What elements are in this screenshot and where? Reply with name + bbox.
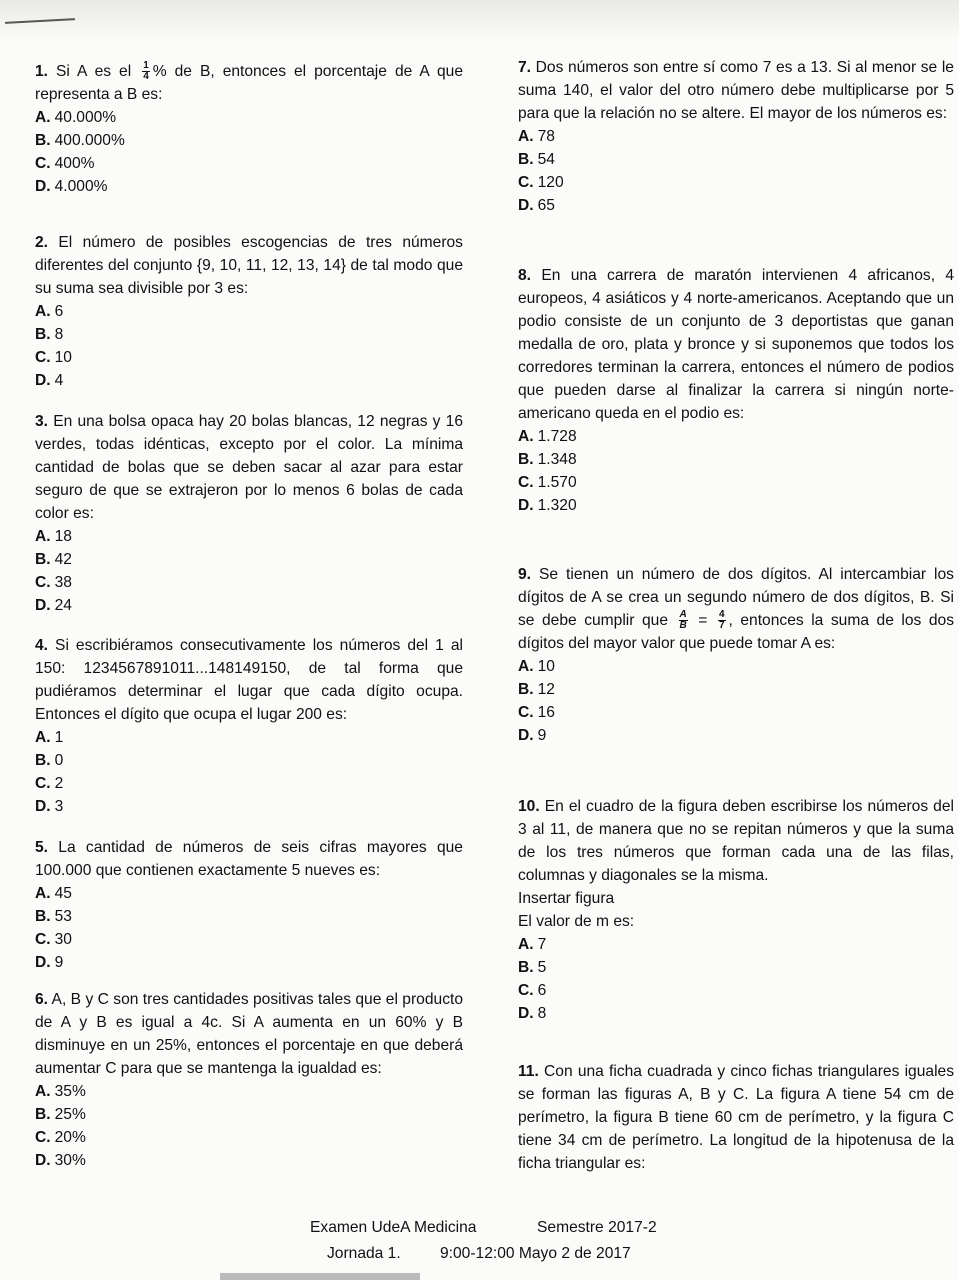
answer-option bbox=[35, 951, 463, 974]
option-text: 10 bbox=[537, 658, 555, 675]
fraction-denominator: 4 bbox=[143, 71, 149, 83]
option-letter: B. bbox=[518, 451, 534, 468]
question-6 bbox=[35, 988, 463, 1172]
option-letter: C. bbox=[518, 704, 534, 721]
stem-text: % de B, entonces el porcentaje de A que representa a B es: bbox=[35, 63, 463, 103]
answer-option bbox=[518, 933, 954, 956]
option-text: 1.570 bbox=[537, 474, 577, 491]
answer-option bbox=[35, 795, 463, 818]
answer-option bbox=[35, 928, 463, 951]
answer-option bbox=[35, 106, 463, 129]
question-10 bbox=[518, 795, 954, 1025]
option-letter: B. bbox=[35, 326, 51, 343]
answer-option bbox=[518, 724, 954, 747]
option-letter: A. bbox=[518, 128, 534, 145]
answer-option bbox=[35, 1149, 463, 1172]
option-letter: B. bbox=[35, 752, 51, 769]
answer-option bbox=[35, 749, 463, 772]
option-letter: A. bbox=[35, 528, 51, 545]
option-text: 78 bbox=[537, 128, 555, 145]
answer-option bbox=[35, 772, 463, 795]
question-11 bbox=[518, 1060, 954, 1175]
answer-option bbox=[518, 494, 954, 517]
footer-semester: Semestre 2017-2 bbox=[537, 1219, 657, 1236]
footer-exam: Examen UdeA Medicina bbox=[310, 1219, 477, 1236]
option-letter: D. bbox=[35, 597, 51, 614]
question-stem bbox=[35, 988, 463, 1080]
question-1 bbox=[35, 60, 463, 198]
answer-option bbox=[35, 346, 463, 369]
option-letter: C. bbox=[35, 155, 51, 172]
option-letter: D. bbox=[35, 372, 51, 389]
option-letter: C. bbox=[518, 174, 534, 191]
option-text: 35% bbox=[54, 1083, 86, 1100]
option-text: 16 bbox=[537, 704, 555, 721]
option-letter: A. bbox=[35, 729, 51, 746]
option-text: 53 bbox=[54, 908, 72, 925]
option-letter: B. bbox=[518, 681, 534, 698]
question-stem bbox=[35, 410, 463, 525]
fraction-denominator: B bbox=[679, 620, 687, 632]
fraction bbox=[142, 61, 150, 82]
option-letter: A. bbox=[518, 428, 534, 445]
question-number: 11. bbox=[518, 1063, 539, 1080]
option-text: 40.000% bbox=[54, 109, 117, 126]
question-number: 1. bbox=[35, 63, 49, 80]
option-text: 6 bbox=[537, 982, 547, 999]
stem-text: Si A es el bbox=[56, 63, 140, 80]
option-letter: D. bbox=[35, 1152, 51, 1169]
answer-option bbox=[518, 655, 954, 678]
question-number: 4. bbox=[35, 637, 49, 654]
answer-option bbox=[35, 548, 463, 571]
question-number: 2. bbox=[35, 234, 49, 251]
stem-text: Dos números son entre sí como 7 es a 13. Si al menor se le suma 140, el valor del otro número debe multiplicarse por 5 para que la relación no se altere. El mayor de los números es: bbox=[518, 59, 954, 122]
option-text: 4.000% bbox=[54, 178, 108, 195]
option-letter: D. bbox=[518, 727, 534, 744]
option-letter: A. bbox=[35, 109, 51, 126]
answer-option bbox=[35, 300, 463, 323]
fraction bbox=[679, 610, 688, 631]
option-text: 400% bbox=[54, 155, 95, 172]
stem-text: = bbox=[690, 612, 715, 629]
question-note: El valor de m es: bbox=[518, 913, 635, 930]
answer-option bbox=[35, 1103, 463, 1126]
option-text: 5 bbox=[537, 959, 547, 976]
option-text: 1.728 bbox=[537, 428, 577, 445]
option-letter: D. bbox=[35, 798, 51, 815]
option-text: 12 bbox=[537, 681, 555, 698]
option-letter: A. bbox=[35, 885, 51, 902]
question-stem bbox=[35, 60, 463, 106]
stem-text: Con una ficha cuadrada y cinco fichas triangulares iguales se forman las figuras A, B y C. La figura A tiene 54 cm de perímetro, la figura B tiene 60 cm de perímetro, y la figura C tiene 34 cm de perímetro. La longitud de la hipotenusa de la ficha triangular es: bbox=[518, 1063, 954, 1172]
question-number: 7. bbox=[518, 59, 532, 76]
option-text: 24 bbox=[54, 597, 72, 614]
answer-option bbox=[518, 979, 954, 1002]
option-letter: C. bbox=[35, 931, 51, 948]
answer-option bbox=[35, 175, 463, 198]
option-text: 4 bbox=[54, 372, 64, 389]
option-text: 45 bbox=[54, 885, 72, 902]
question-stem bbox=[518, 264, 954, 425]
question-number: 5. bbox=[35, 839, 49, 856]
answer-option bbox=[518, 1002, 954, 1025]
option-letter: C. bbox=[35, 349, 51, 366]
question-4 bbox=[35, 634, 463, 818]
answer-option bbox=[518, 148, 954, 171]
option-letter: D. bbox=[35, 178, 51, 195]
option-text: 42 bbox=[54, 551, 72, 568]
option-text: 6 bbox=[54, 303, 64, 320]
question-stem bbox=[35, 634, 463, 726]
answer-option bbox=[35, 726, 463, 749]
option-text: 400.000% bbox=[54, 132, 125, 149]
question-note: Insertar figura bbox=[518, 890, 615, 907]
question-stem bbox=[35, 836, 463, 882]
option-letter: D. bbox=[518, 1005, 534, 1022]
question-stem bbox=[35, 231, 463, 300]
option-text: 8 bbox=[54, 326, 64, 343]
option-letter: D. bbox=[518, 197, 534, 214]
stem-text: En el cuadro de la figura deben escribirse los números del 3 al 11, de manera que no se repitan números y que la suma de los tres números que forman cada una de las filas, columnas y diagonales se la misma. bbox=[518, 798, 954, 884]
option-text: 9 bbox=[54, 954, 64, 971]
answer-option bbox=[35, 525, 463, 548]
question-number: 8. bbox=[518, 267, 532, 284]
option-letter: B. bbox=[518, 151, 534, 168]
question-7 bbox=[518, 56, 954, 217]
stem-text: , entonces la suma de los dos dígitos del mayor valor que puede tomar A es: bbox=[518, 612, 954, 652]
stem-text: La cantidad de números de seis cifras mayores que 100.000 que contienen exactamente 5 nueves es: bbox=[35, 839, 463, 879]
question-number: 10. bbox=[518, 798, 540, 815]
answer-option bbox=[35, 129, 463, 152]
answer-option bbox=[35, 594, 463, 617]
option-letter: B. bbox=[35, 132, 51, 149]
option-text: 20% bbox=[54, 1129, 86, 1146]
question-number: 3. bbox=[35, 413, 49, 430]
option-letter: D. bbox=[518, 497, 534, 514]
option-letter: C. bbox=[35, 574, 51, 591]
option-letter: B. bbox=[35, 1106, 51, 1123]
stem-text: El número de posibles escogencias de tres números diferentes del conjunto {9, 10, 11, 12, 13, 14} de tal modo que su suma sea divisible por 3 es: bbox=[35, 234, 463, 297]
answer-option bbox=[35, 369, 463, 392]
question-9 bbox=[518, 563, 954, 747]
option-text: 7 bbox=[537, 936, 547, 953]
option-letter: C. bbox=[518, 474, 534, 491]
option-text: 38 bbox=[54, 574, 72, 591]
option-letter: B. bbox=[518, 959, 534, 976]
option-letter: B. bbox=[35, 908, 51, 925]
answer-option bbox=[35, 152, 463, 175]
question-stem bbox=[518, 795, 954, 887]
option-text: 25% bbox=[54, 1106, 86, 1123]
question-stem bbox=[518, 1060, 954, 1175]
option-text: 30% bbox=[54, 1152, 86, 1169]
option-letter: C. bbox=[35, 775, 51, 792]
footer-session: Jornada 1. bbox=[327, 1245, 401, 1262]
answer-option bbox=[518, 425, 954, 448]
question-number: 6. bbox=[35, 991, 49, 1008]
option-text: 8 bbox=[537, 1005, 547, 1022]
option-text: 65 bbox=[537, 197, 555, 214]
option-text: 1 bbox=[54, 729, 64, 746]
fraction-numerator: 4 bbox=[718, 609, 725, 621]
option-text: 1.320 bbox=[537, 497, 577, 514]
footer-time-date: 9:00-12:00 Mayo 2 de 2017 bbox=[440, 1245, 631, 1262]
stem-text: Se tienen un número de dos dígitos. Al intercambiar los dígitos de A se crea un segundo número de dos dígitos, B. Si se debe cumplir que bbox=[518, 566, 954, 629]
option-letter: A. bbox=[518, 658, 534, 675]
option-text: 30 bbox=[54, 931, 72, 948]
fraction bbox=[718, 610, 726, 631]
option-text: 0 bbox=[54, 752, 64, 769]
question-2 bbox=[35, 231, 463, 392]
question-5 bbox=[35, 836, 463, 974]
question-3 bbox=[35, 410, 463, 617]
answer-option bbox=[518, 125, 954, 148]
answer-option bbox=[518, 448, 954, 471]
option-text: 10 bbox=[54, 349, 72, 366]
answer-option bbox=[518, 678, 954, 701]
answer-option bbox=[35, 1126, 463, 1149]
option-letter: A. bbox=[35, 1083, 51, 1100]
scan-edge bbox=[220, 1273, 420, 1280]
option-text: 2 bbox=[54, 775, 64, 792]
fraction-numerator: 1 bbox=[143, 60, 149, 72]
option-text: 18 bbox=[54, 528, 72, 545]
answer-option bbox=[518, 194, 954, 217]
stem-text: En una carrera de maratón intervienen 4 africanos, 4 europeos, 4 asiáticos y 4 norte-americanos. Aceptando que un podio consiste de un conjunto de 3 deportistas que ganan medalla de oro, plata y bronce y si suponemos que todos los corredores terminan la carrera, entonces el número de podios que pueden darse al finalizar la carrera si ningún norte-americano queda en el podio es: bbox=[518, 267, 954, 422]
answer-option bbox=[35, 1080, 463, 1103]
option-text: 1.348 bbox=[537, 451, 577, 468]
option-text: 54 bbox=[537, 151, 555, 168]
answer-option bbox=[518, 171, 954, 194]
answer-option bbox=[35, 905, 463, 928]
option-text: 120 bbox=[537, 174, 564, 191]
option-letter: C. bbox=[518, 982, 534, 999]
option-letter: A. bbox=[35, 303, 51, 320]
scan-shadow bbox=[0, 0, 959, 40]
option-text: 3 bbox=[54, 798, 64, 815]
answer-option bbox=[518, 471, 954, 494]
answer-option bbox=[35, 323, 463, 346]
answer-option bbox=[35, 571, 463, 594]
option-text: 9 bbox=[537, 727, 547, 744]
question-number: 9. bbox=[518, 566, 532, 583]
answer-option bbox=[35, 882, 463, 905]
option-letter: C. bbox=[35, 1129, 51, 1146]
fraction-denominator: 7 bbox=[718, 620, 725, 632]
question-8 bbox=[518, 264, 954, 517]
option-letter: B. bbox=[35, 551, 51, 568]
fraction-numerator: A bbox=[679, 609, 687, 621]
stem-text: A, B y C son tres cantidades positivas tales que el producto de A y B es igual a 4c. Si A aumenta en un 60% y B disminuye en un 25%, entonces el porcentaje en que deberá aumentar C para que se mantenga la igualdad es: bbox=[35, 991, 463, 1077]
stem-text: Si escribiéramos consecutivamente los números del 1 al 150: 1234567891011...148149150, de tal forma que pudiéramos determinar el lugar que cada dígito ocupa. Entonces el dígito que ocupa el lugar 200 es: bbox=[35, 637, 463, 723]
option-letter: D. bbox=[35, 954, 51, 971]
question-stem bbox=[518, 563, 954, 655]
stem-text: En una bolsa opaca hay 20 bolas blancas, 12 negras y 16 verdes, todas idénticas, excepto por el color. La mínima cantidad de bolas que se deben sacar al azar para estar seguro de que se extrajeron por lo menos 6 bolas de cada color es: bbox=[35, 413, 463, 522]
answer-option bbox=[518, 956, 954, 979]
question-stem bbox=[518, 56, 954, 125]
answer-option bbox=[518, 701, 954, 724]
option-letter: A. bbox=[518, 936, 534, 953]
